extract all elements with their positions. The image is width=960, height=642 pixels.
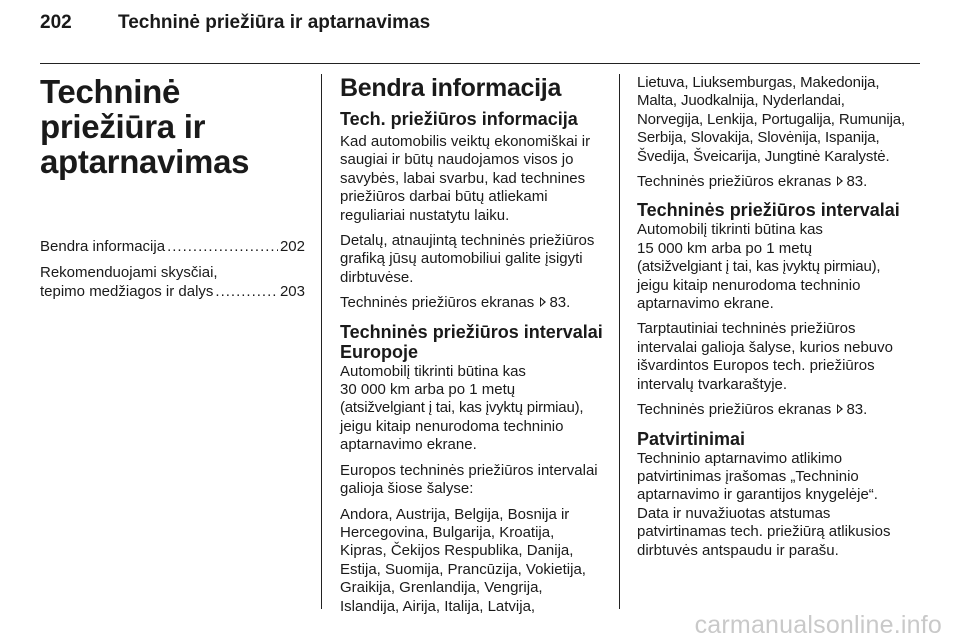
toc-item-label: tepimo medžiagos ir dalys — [40, 283, 214, 300]
country-list-continued: Lietuva, Liuksemburgas, Makedonija, Malta, Juodkalnija, Nyderlandai, Norvegija, Lenkija, Portugalija, Rumunija, Serbija, Slovakija, Slovėnija, Ispanija, Švedija, Šveicarija, Jungtinė Karalystė. — [637, 74, 906, 165]
toc-item-page: 203 — [279, 283, 305, 300]
cross-reference[interactable]: Techninės priežiūros ekranas 83. — [340, 294, 571, 312]
content-column-1 — [340, 74, 605, 623]
toc-item-page: 202 — [279, 238, 305, 255]
toc-item[interactable] — [40, 263, 305, 301]
toc-item-label: Bendra informacija — [40, 238, 166, 255]
toc-item[interactable] — [40, 237, 305, 256]
paragraph: Automobilį tikrinti būtina kas 15 000 km arba po 1 metų (atsižvelgiant į tai, kas įvyktų pirmiau), jeigu kitaip nenurodoma techninio aptarnavimo ekrane. — [637, 221, 881, 313]
country-list: Andora, Austrija, Belgija, Bosnija ir Hercegovina, Bulgarija, Kroatija, Kipras, Čekijos Respublika, Danija, Estija, Suomija, Prancūzija, Vokietija, Graikija, Grenlandija, Vengrija, Islandija, Airija, Italija, Latvija, — [340, 505, 586, 615]
page-reference-icon — [540, 297, 546, 307]
header-divider — [40, 63, 920, 64]
chapter-column — [40, 74, 305, 308]
page-header — [40, 8, 430, 38]
section-title: Bendra informacija — [340, 74, 562, 102]
paragraph: Detalų, atnaujintą techninės priežiūros grafiką jūsų automobiliui galite įsigyti dirbtuvėse. — [340, 232, 595, 286]
cross-reference[interactable]: Techninės priežiūros ekranas 83. — [637, 173, 868, 191]
chapter-title: Techninė priežiūra ir aptarnavimas — [40, 73, 250, 180]
running-title: Techninė priežiūra ir aptarnavimas — [118, 12, 431, 33]
column-divider — [619, 74, 620, 609]
subsection-title: Techninės priežiūros intervalai — [637, 200, 900, 221]
page-reference-icon — [837, 404, 843, 414]
content-column-2 — [637, 74, 905, 567]
page-number: 202 — [40, 12, 72, 33]
subsection-title: Techninės priežiūros intervalai Europoje — [340, 321, 603, 362]
paragraph: Kad automobilis veiktų ekonomiškai ir saugiai ir būtų naudojamos visos jo savybės, labai svarbu, kad technines priežiūros darbai būtų atliekami reguliariai nustatytu laiku. — [340, 133, 591, 224]
watermark: carmanualsonline.info — [694, 611, 942, 639]
cross-reference[interactable]: Techninės priežiūros ekranas 83. — [637, 401, 868, 419]
paragraph: Europos techninės priežiūros intervalai galioja šiose šalyse: — [340, 461, 598, 498]
page-reference-icon — [837, 176, 843, 186]
paragraph: Techninio aptarnavimo atlikimo patvirtinimas įrašomas „Techninio aptarnavimo ir garantijos knygelėje“. Data ir nuvažiuotas atstumas patvirtinamas tech. priežiūrą atlikusios dirbtuvės antspaudu ir parašu. — [637, 449, 891, 559]
subsection-title: Tech. priežiūros informacija — [340, 109, 578, 129]
toc-leader — [215, 282, 278, 301]
paragraph: Tarptautiniai techninės priežiūros intervalai galioja šalyse, kurios nebuvo išvardintos Europos tech. priežiūros intervalų tvarkaraštyje. — [637, 320, 893, 393]
subsection-title: Patvirtinimai — [637, 428, 746, 449]
toc-item-label: Rekomenduojami skysčiai, — [40, 264, 218, 281]
column-divider — [321, 74, 322, 609]
toc-leader — [167, 237, 278, 256]
paragraph: Automobilį tikrinti būtina kas 30 000 km arba po 1 metų (atsižvelgiant į tai, kas įvyktų pirmiau), jeigu kitaip nenurodoma techninio aptarnavimo ekrane. — [340, 362, 584, 454]
